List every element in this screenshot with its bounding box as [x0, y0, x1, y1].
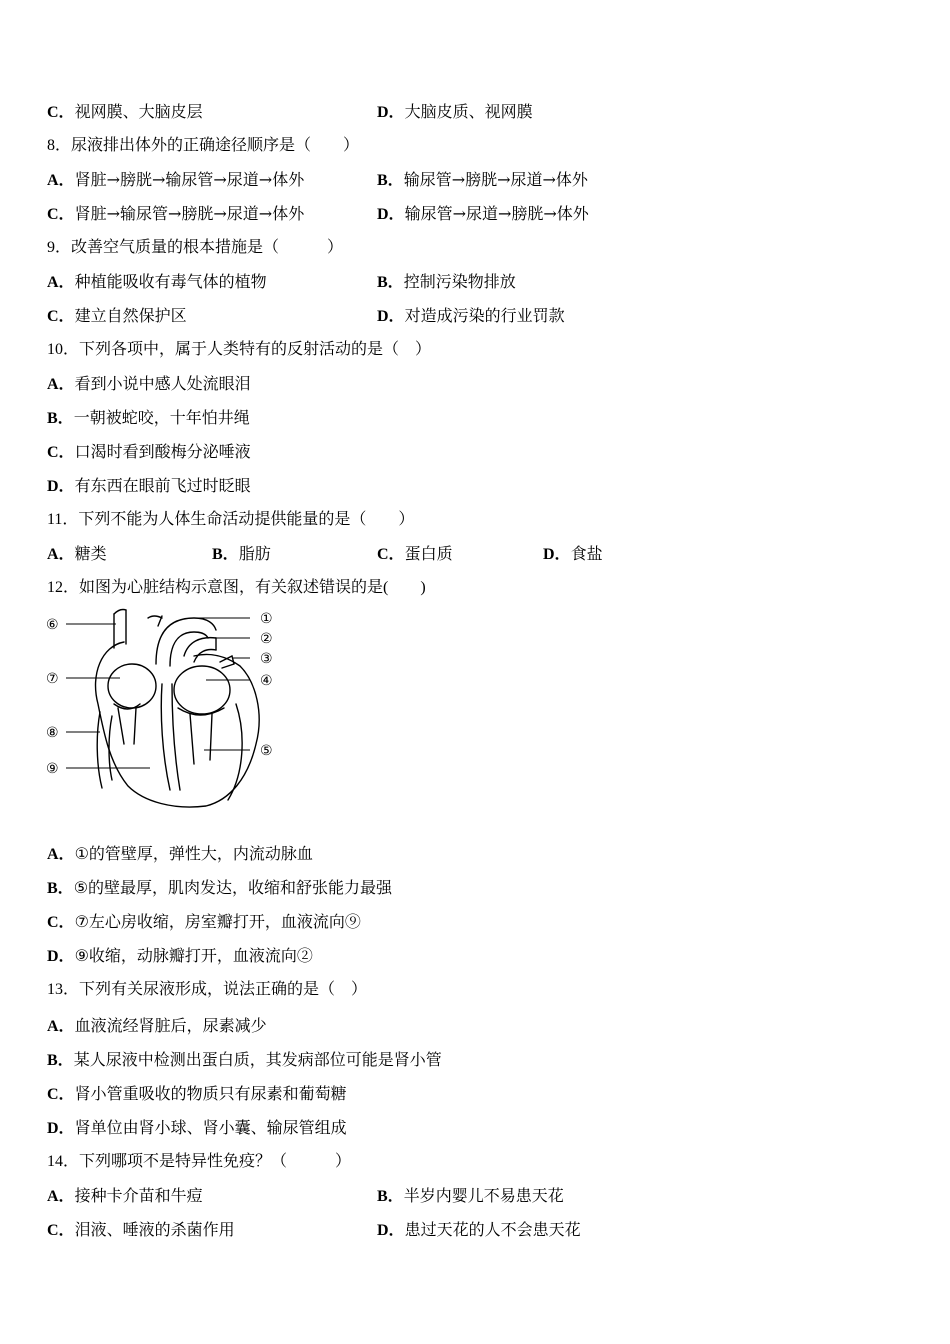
option-text: 泪液、唾液的杀菌作用: [74, 1220, 235, 1239]
option-text: 患过天花的人不会患天花: [404, 1220, 581, 1239]
q12-option-a: [47, 842, 313, 866]
option-label: A．: [47, 1188, 75, 1205]
option-text: 控制污染物排放: [403, 272, 516, 291]
option-label: A．: [47, 546, 75, 563]
option-label: A．: [47, 376, 75, 393]
q9-option-c: [47, 304, 187, 328]
q11-stem: 11．下列不能为人体生命活动提供能量的是（ ）: [47, 511, 415, 528]
option-label: D．: [377, 1222, 405, 1239]
q11-option-a: [47, 542, 107, 566]
option-label: C．: [47, 104, 75, 121]
figure-label-7: ⑦: [46, 671, 59, 687]
option-text: 大脑皮质、视网膜: [404, 102, 533, 121]
q14-option-d: [377, 1218, 581, 1242]
option-label: C．: [47, 444, 75, 461]
figure-label-8: ⑧: [46, 725, 59, 741]
option-text: 一朝被蛇咬，十年怕井绳: [73, 408, 250, 427]
q10-stem: 10．下列各项中，属于人类特有的反射活动的是（ ）: [47, 341, 432, 358]
figure-label-3: ③: [260, 651, 273, 667]
option-label: D．: [377, 104, 405, 121]
q11-option-c: [377, 542, 453, 566]
option-label: B．: [377, 274, 404, 291]
q14-option-b: [377, 1184, 564, 1208]
q7-option-d: [377, 100, 533, 124]
q9-option-d: [377, 304, 565, 328]
option-text: 食盐: [570, 544, 603, 563]
option-text: 输尿管→膀胱→尿道→体外: [403, 170, 588, 189]
q12-stem: 12．如图为心脏结构示意图，有关叙述错误的是( ): [47, 579, 426, 596]
option-label: C．: [47, 1222, 75, 1239]
heart-structure-figure: [44, 604, 276, 818]
q12-option-c: [47, 910, 361, 934]
q10-option-a: [47, 372, 251, 396]
q13-option-d: [47, 1116, 347, 1140]
option-label: D．: [47, 1120, 75, 1137]
option-text: 肾脏→输尿管→膀胱→尿道→体外: [74, 204, 305, 223]
option-text: 有东西在眼前飞过时眨眼: [74, 476, 251, 495]
option-text: 接种卡介苗和牛痘: [74, 1186, 203, 1205]
option-text: 蛋白质: [404, 544, 453, 563]
option-text: 脂肪: [238, 544, 271, 563]
option-label: B．: [47, 410, 74, 427]
option-text: ①的管壁厚，弹性大，内流动脉血: [74, 844, 313, 863]
figure-label-5: ⑤: [260, 743, 273, 759]
option-label: B．: [377, 172, 404, 189]
option-label: A．: [47, 172, 75, 189]
option-label: B．: [47, 1052, 74, 1069]
option-text: 输尿管→尿道→膀胱→体外: [404, 204, 589, 223]
q11-option-b: [212, 542, 271, 566]
option-label: B．: [47, 880, 74, 897]
q9-option-a: [47, 270, 267, 294]
option-label: C．: [377, 546, 405, 563]
option-label: D．: [377, 308, 405, 325]
option-label: D．: [377, 206, 405, 223]
q8-option-a: [47, 168, 304, 192]
q10-option-b: [47, 406, 250, 430]
option-label: B．: [377, 1188, 404, 1205]
q8-stem: 8．尿液排出体外的正确途径顺序是（ ）: [47, 137, 360, 154]
figure-label-2: ②: [260, 631, 273, 647]
q10-option-c: [47, 440, 251, 464]
option-text: 血液流经肾脏后，尿素减少: [74, 1016, 267, 1035]
option-label: D．: [47, 948, 75, 965]
option-label: A．: [47, 274, 75, 291]
q13-option-a: [47, 1014, 267, 1038]
q12-option-b: [47, 876, 392, 900]
option-text: 种植能吸收有毒气体的植物: [74, 272, 267, 291]
option-text: ⑦左心房收缩，房室瓣打开，血液流向⑨: [74, 912, 361, 931]
option-label: D．: [543, 546, 571, 563]
q9-stem: 9．改善空气质量的根本措施是（ ）: [47, 239, 344, 256]
q7-option-c: [47, 100, 203, 124]
q13-stem: 13．下列有关尿液形成，说法正确的是（ ）: [47, 981, 368, 998]
option-text: 半岁内婴儿不易患天花: [403, 1186, 564, 1205]
q12-option-d: [47, 944, 313, 968]
q14-option-c: [47, 1218, 235, 1242]
heart-diagram: [44, 604, 276, 818]
q9-option-b: [377, 270, 516, 294]
option-text: 糖类: [74, 544, 107, 563]
option-label: B．: [212, 546, 239, 563]
q8-option-b: [377, 168, 588, 192]
option-label: C．: [47, 206, 75, 223]
option-text: 肾单位由肾小球、肾小囊、输尿管组成: [74, 1118, 347, 1137]
option-text: 某人尿液中检测出蛋白质，其发病部位可能是肾小管: [73, 1050, 442, 1069]
q13-option-b: [47, 1048, 442, 1072]
option-text: ⑨收缩，动脉瓣打开，血液流向②: [74, 946, 313, 965]
option-text: ⑤的壁最厚，肌肉发达，收缩和舒张能力最强: [73, 878, 393, 897]
q13-option-c: [47, 1082, 347, 1106]
option-text: 口渴时看到酸梅分泌唾液: [74, 442, 251, 461]
q14-stem: 14．下列哪项不是特异性免疫？（ ）: [47, 1153, 352, 1170]
q11-option-d: [543, 542, 603, 566]
q10-option-d: [47, 474, 251, 498]
option-label: A．: [47, 1018, 75, 1035]
q8-option-d: [377, 202, 589, 226]
option-text: 肾脏→膀胱→输尿管→尿道→体外: [74, 170, 305, 189]
q8-option-c: [47, 202, 304, 226]
option-label: C．: [47, 1086, 75, 1103]
option-text: 看到小说中感人处流眼泪: [74, 374, 251, 393]
figure-label-9: ⑨: [46, 761, 59, 777]
option-label: C．: [47, 914, 75, 931]
option-text: 视网膜、大脑皮层: [74, 102, 203, 121]
option-text: 建立自然保护区: [74, 306, 187, 325]
option-text: 肾小管重吸收的物质只有尿素和葡萄糖: [74, 1084, 347, 1103]
figure-label-1: ①: [260, 611, 273, 627]
option-label: C．: [47, 308, 75, 325]
q14-option-a: [47, 1184, 203, 1208]
option-label: D．: [47, 478, 75, 495]
figure-label-4: ④: [260, 673, 273, 689]
figure-label-6: ⑥: [46, 617, 59, 633]
option-label: A．: [47, 846, 75, 863]
option-text: 对造成污染的行业罚款: [404, 306, 565, 325]
